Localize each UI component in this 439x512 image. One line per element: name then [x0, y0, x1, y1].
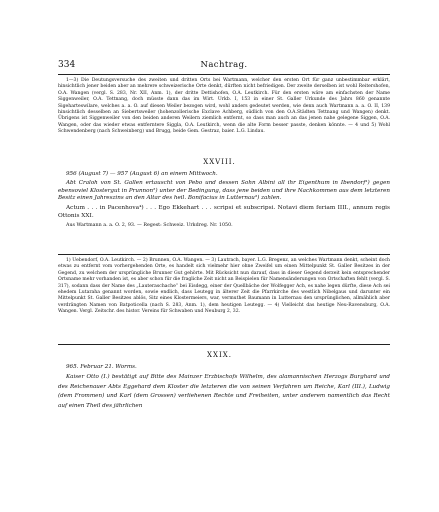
- top-footnotes: [58, 78, 390, 136]
- section-number: XXVIII.: [203, 158, 236, 166]
- footnote-text: 1—3) Die Deutungsversuche des zweiten und dritten Orts bei Wartmann, welcher den ersten Ort für ganz unbestimmbar erklärt, hinsichtlich jener beiden aber an mehrere schweizerische Orte denkt, dürften nicht befriedigen. Der zweite derselben ist wohl Reitershofen, O.A. Wangen (vergl. S. 283, Nr. XII, Anm. 1), der dritte Dettishofen, O.A. Leutkirch. Für den ersten wäre am einfachsten der Name Siggenweiler, O.A. Tettnang, doch müsste dann das im Wirt. Urkb. I, 153 in einer St. Galler Urkunde des Jahrs 860 genannte Sigeharteswilare, welches a. a. O. auf diesen Weiler bezogen wird, wohl anders gedeutet werden, wie denn auch Wartmann a. a. O. II, 139 hinsichtlich desselben an Siebertsweiler (hohenzollerische Exclave Achberg, südlich von den O.A.Städten Tettnang und Wangen) denkt. Übrigens ist Siggenweiler von den beiden anderen Weilern ziemlich entfernt, so dass man auch an das jenen nahe gelegene Siggen, O.A. Wangen, oder das wieder etwas entferntere Siggla, O.A. Leutkirch, wenn die alte Form besser passte, denken könnte. — 4 und 5) Wohl Schwendenberg (nach Schweinberg) und Brugg, beide Gem. Gestraz, baier. L.G. Lindau.: [58, 78, 390, 135]
- page-number: 334: [58, 60, 76, 70]
- section-29: [58, 364, 390, 411]
- section-28-footnotes: [58, 258, 390, 316]
- charter-source: Aus Wartmann a. a. O. 2, 93. — Regest: Schweiz. Urkdreg. Nr. 1050.: [66, 223, 233, 229]
- section-divider: [58, 344, 390, 345]
- charter-regest: Kaiser Otto (I.) bestätigt auf Bitte des Mainzer Erzbischofs Wilhelm, des alamannischen Herzogs Burghard und des Reichenauer Abts Eggehard dem Kloster die letzteren die von seinen Verfahren um Reiche, Karl (III.), Ludwig (dem Frommen) und Karl (dem Grossen) verliehenen Rechte und Freiheiten, unter anderem namentlich das Recht auf einen Theil des jährlichen: [58, 374, 390, 409]
- header-rule: [58, 74, 390, 75]
- footnote-rule: [58, 254, 390, 255]
- page-header: [58, 60, 390, 72]
- charter-text: Actum . . . in Pacenhova⁴) . . . Ego Ekkehart . . . scripsi et subscripsi. Notavi diem feriam IIII., annum regis Ottonis XXI.: [58, 204, 390, 219]
- running-title: Nachtrag.: [200, 60, 248, 70]
- footnote-text: 1) Uebendorf, O.A. Leutkirch. — 2) Brunnen, O.A. Wangen. — 3) Lautrach, bayer. L.G. Bregenz, an welches Wartmann denkt, scheint doch etwas zu entfernt vom vorhergehenden Orte, es handelt sich vielmehr hier ohne Zweifel um einen Mittelpunkt St. Galler Besitzes in der Gegend, zu welchem der ursprüngliche Brunner Gut gehörte. Mit Rücksicht nun darauf, dass in dieser Gegend derzeit kein entsprechender Ortsname mehr vorhanden ist, es aber schon für die fragliche Zeit nicht an Beispielen für Namensänderungen von Ortschaften fehlt (vergl. S. 317), sodann dass der Name des „Lauteraschache“ bei Eisdegg, einer der Quellbäche der Wolfegger Ach, es nahe legen dürfte, diese Ach sei ehedem Lutaraha genannt worden, sowie endlich, dass Leutegg in älterer Zeit die Pfarrkirche des westlich Nibelgaus und darunter ein Mittelpunkt St. Galler Besitzes ablös, Sitz eines Klostermeiers, war, vermuthet Baumann in Lutternau den ursprünglichen, allmählich aber verdrängten Namen von Batpoticella (nach S. 283, Anm. 1), dem heutigen Leutegg. — 4) Vielleicht das heutige Neu-Ravensburg, O.A. Wangen. Vergl. Zeitschr. des histor. Vereins für Schwaben und Neuburg 2, 32.: [58, 258, 390, 315]
- section-number: XXIX.: [207, 351, 232, 359]
- charter-date: 965. Februar 21. Worms.: [66, 364, 137, 370]
- charter-regest: Abt Craloh von St. Gallen ertauscht von Pebo und dessen Sohn Albini all ihr Eigenthum in Ibendorf¹) gegen ebensoviel Klostergut in Prunnon²) unter der Bedingung, dass jene beiden und ihre Nachkommen aus dem letzteren Besitz einen Jahreszins an den Altar des heil. Bonifacius in Lutternau³) zahlen.: [58, 180, 390, 202]
- section-28: [58, 171, 390, 230]
- charter-date: 956 (August 7) — 957 (August 6) an einem Mittwoch.: [66, 171, 218, 177]
